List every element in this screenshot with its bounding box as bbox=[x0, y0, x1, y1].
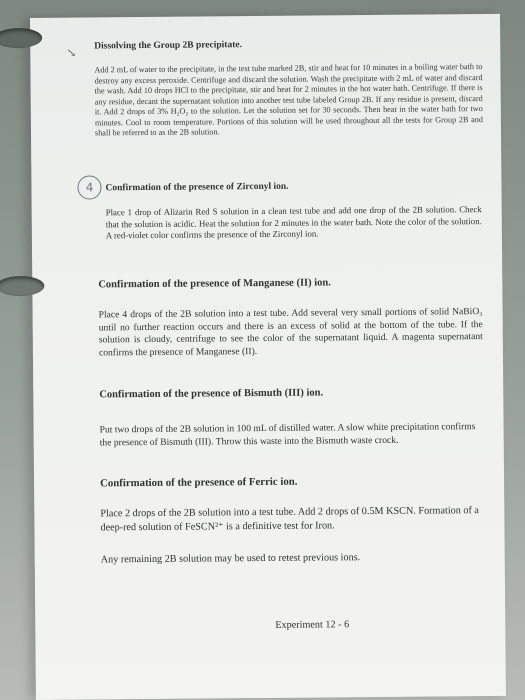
section-title-dissolving: Dissolving the Group 2B precipitate. bbox=[94, 40, 242, 52]
handwritten-number-mark: 4 bbox=[77, 175, 101, 199]
remaining-solution-note: Any remaining 2B solution may be used to retest previous ions. bbox=[100, 552, 361, 566]
section-title-zirconyl: Confirmation of the presence of Zirconyl ion. bbox=[105, 181, 289, 194]
section-title-bismuth: Confirmation of the presence of Bismuth (III) ion. bbox=[99, 387, 324, 401]
section-body-manganese: Place 4 drops of the 2B solution into a test tube. Add several very small portions of solid NaBiO₃ until no further reaction occurs and there is an excess of solid at the bottom of the tube. If the solution is cloudy, centrifuge to see the color of the supernatant liquid. A magenta supernatant confirms the presence of Manganese (II). bbox=[98, 306, 483, 358]
section-body-zirconyl: Place 1 drop of Alizarin Red S solution in a clean test tube and add one drop of the 2B solution. Check that the solution is acidic. Heat the solution for 2 minutes in the water bath. Note the color of the solution. A red-violet color confirms the presence of the Zirconyl ion. bbox=[105, 204, 482, 241]
section-title-manganese: Confirmation of the presence of Manganese (II) ion. bbox=[98, 277, 331, 291]
page-footer: Experiment 12 - 6 bbox=[275, 619, 350, 631]
section-body-bismuth: Put two drops of the 2B solution in 100 mL of distilled water. A slow white precipitation confirms the presence of Bismuth (III). Throw this waste into the Bismuth waste crock. bbox=[99, 421, 476, 448]
section-title-ferric: Confirmation of the presence of Ferric ion. bbox=[100, 475, 298, 490]
binder-hole bbox=[0, 28, 42, 48]
bullet-arrow-icon: ↘ bbox=[66, 45, 77, 60]
section-body-ferric: Place 2 drops of the 2B solution into a test tube. Add 2 drops of 0.5M KSCN. Formation of a deep-red solution of FeSCN²⁺ is a definitive test for Iron. bbox=[100, 505, 479, 533]
document-page bbox=[30, 14, 506, 700]
binder-hole bbox=[0, 276, 44, 296]
section-body-dissolving: Add 2 mL of water to the precipitate, in the test tube marked 2B, stir and heat for 10 minutes in a boiling water bath to destroy any excess peroxide. Centrifuge and discard the solution. Wash the precipitate with 2 mL of water and discard the wash. Add 10 drops HCl to the precipitate, stir and heat for 2 minutes in the hot water bath. Centrifuge. If there is any residue, decant the supernatant solution into another test tube labeled Group 2B. If any residue is present, discard it. Add 2 drops of 3% H₂O₂ to the solution. Let the solution set for 30 seconds. Then heat in the water bath for two minutes. Cool to room temperature. Portions of this solution will be used throughout all the tests for Group 2B and shall be referred to as the 2B solution. bbox=[94, 62, 483, 138]
